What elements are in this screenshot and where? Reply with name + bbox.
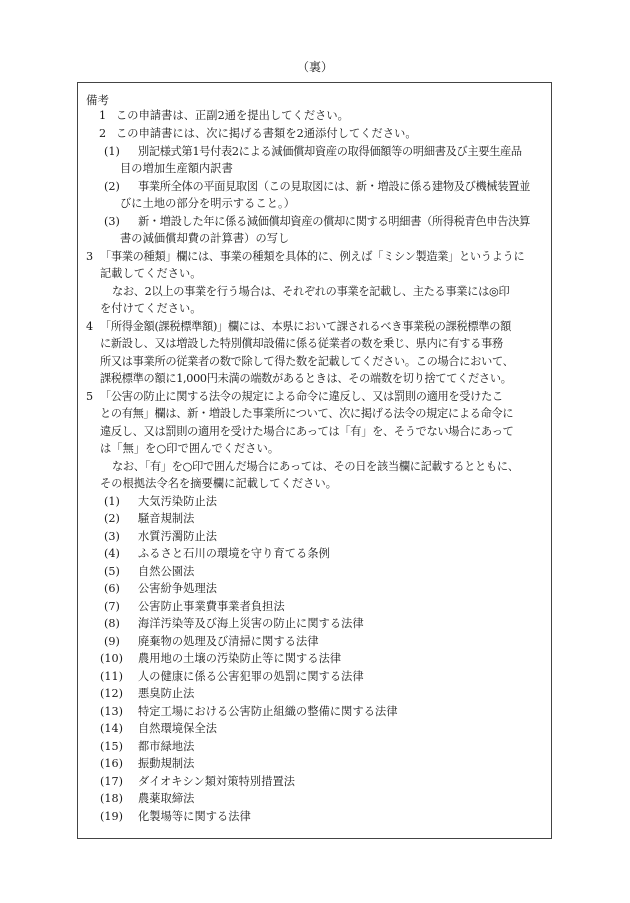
law-name: 大気汚染防止法 <box>138 495 218 508</box>
law-name: 騒音規制法 <box>138 512 195 525</box>
law-number: (1) <box>104 495 120 508</box>
note-number: 5 <box>86 390 94 403</box>
note-line: との有無」欄は、新・増設した事業所について、次に掲げる法令の規定による命令に <box>100 407 514 420</box>
law-number: (6) <box>104 582 120 595</box>
law-number: (19) <box>100 810 123 823</box>
note-line: なお、「有」を○印で囲んだ場合にあっては、その日を該当欄に記載するとともに、 <box>112 460 519 473</box>
law-number: (12) <box>100 687 123 700</box>
law-name: 特定工場における公害防止組織の整備に関する法律 <box>138 705 398 718</box>
law-number: (9) <box>104 635 120 648</box>
note-line: 「事業の種類」欄には、事業の種類を具体的に、例えば「ミシン製造業」というように <box>100 250 525 263</box>
law-number: (17) <box>100 775 123 788</box>
law-number: (14) <box>100 722 123 735</box>
law-name: 自然環境保全法 <box>138 722 218 735</box>
note-line: 「所得金額(課税標準額)」欄には、本県において課されるべき事業税の課税標準の額 <box>100 320 511 333</box>
attachment-line: 別記様式第1号付表2による減価償却資産の取得価額等の明細書及び主要生産品 <box>138 145 522 158</box>
note-number: 3 <box>86 250 94 263</box>
law-number: (16) <box>100 757 123 770</box>
note-line: 違反し、又は罰則の適用を受けた場合にあっては「有」を、そうでない場合にあって <box>100 425 514 438</box>
law-name: 人の健康に係る公害犯罪の処罰に関する法律 <box>138 670 364 683</box>
note-number: 1 <box>99 109 107 122</box>
law-number: (13) <box>100 705 123 718</box>
law-name: ふるさと石川の環境を守り育てる条例 <box>138 547 330 560</box>
page-title: （裏） <box>296 60 333 74</box>
note-line: 「公害の防止に関する法令の規定による命令に違反し、又は罰則の適用を受けたこ <box>100 390 503 403</box>
notes-heading: 備考 <box>86 93 109 107</box>
law-name: 海洋汚染等及び海上災害の防止に関する法律 <box>138 617 364 630</box>
attachment-number: (3) <box>104 215 120 228</box>
law-number: (18) <box>100 792 123 805</box>
law-number: (8) <box>104 617 120 630</box>
note-line: に新設し、又は増設した特別償却設備に係る従業者の数を乗じ、県内に有する事務 <box>100 337 503 350</box>
note-number: 2 <box>99 127 107 140</box>
law-number: (7) <box>104 600 120 613</box>
note-line: 記載してください。 <box>100 267 202 280</box>
law-number: (4) <box>104 547 120 560</box>
attachment-line: 目の増加生産額内訳書 <box>120 162 233 175</box>
note-line: この申請書は、正副2通を提出してください。 <box>116 109 349 122</box>
law-number: (2) <box>104 512 120 525</box>
law-name: 振動規制法 <box>138 757 195 770</box>
note-line: なお、2以上の事業を行う場合は、それぞれの事業を記載し、主たる事業には◎印 <box>112 285 510 298</box>
note-line: 課税標準の額に1,000円未満の端数があるときは、その端数を切り捨ててください。 <box>100 372 512 385</box>
law-number: (5) <box>104 565 120 578</box>
law-name: ダイオキシン類対策特別措置法 <box>138 775 296 788</box>
law-number: (3) <box>104 530 120 543</box>
note-line: を付けてください。 <box>100 302 202 315</box>
law-number: (15) <box>100 740 123 753</box>
law-name: 自然公園法 <box>138 565 195 578</box>
law-name: 都市緑地法 <box>138 740 195 753</box>
law-name: 公害紛争処理法 <box>138 582 218 595</box>
law-name: 化製場等に関する法律 <box>138 810 251 823</box>
law-name: 悪臭防止法 <box>138 687 195 700</box>
note-line: 所又は事業所の従業者の数で除して得た数を記載してください。この場合において、 <box>100 355 514 368</box>
attachment-number: (2) <box>104 180 120 193</box>
law-name: 水質汚濁防止法 <box>138 530 218 543</box>
attachment-line: 書の減価償却費の計算書）の写し <box>120 232 290 245</box>
attachment-line: びに土地の部分を明示すること。） <box>120 197 296 210</box>
law-number: (10) <box>100 652 123 665</box>
notes-frame <box>77 82 552 839</box>
attachment-line: 事業所全体の平面見取図（この見取図には、新・増設に係る建物及び機械装置並 <box>138 180 530 193</box>
attachment-number: (1) <box>104 145 120 158</box>
law-number: (11) <box>100 670 123 683</box>
law-name: 廃棄物の処理及び清掃に関する法律 <box>138 635 319 648</box>
attachment-line: 新・増設した年に係る減価償却資産の償却に関する明細書（所得税青色申告決算 <box>138 215 530 228</box>
note-line: この申請書には、次に掲げる書類を2通添付してください。 <box>116 127 417 140</box>
law-name: 農用地の土壌の汚染防止等に関する法律 <box>138 652 342 665</box>
note-line: その根拠法令名を摘要欄に記載してください。 <box>100 477 338 490</box>
law-name: 公害防止事業費事業者負担法 <box>138 600 285 613</box>
note-number: 4 <box>86 320 94 333</box>
law-name: 農薬取締法 <box>138 792 195 805</box>
note-line: は「無」を○印で囲んでください。 <box>100 442 280 455</box>
